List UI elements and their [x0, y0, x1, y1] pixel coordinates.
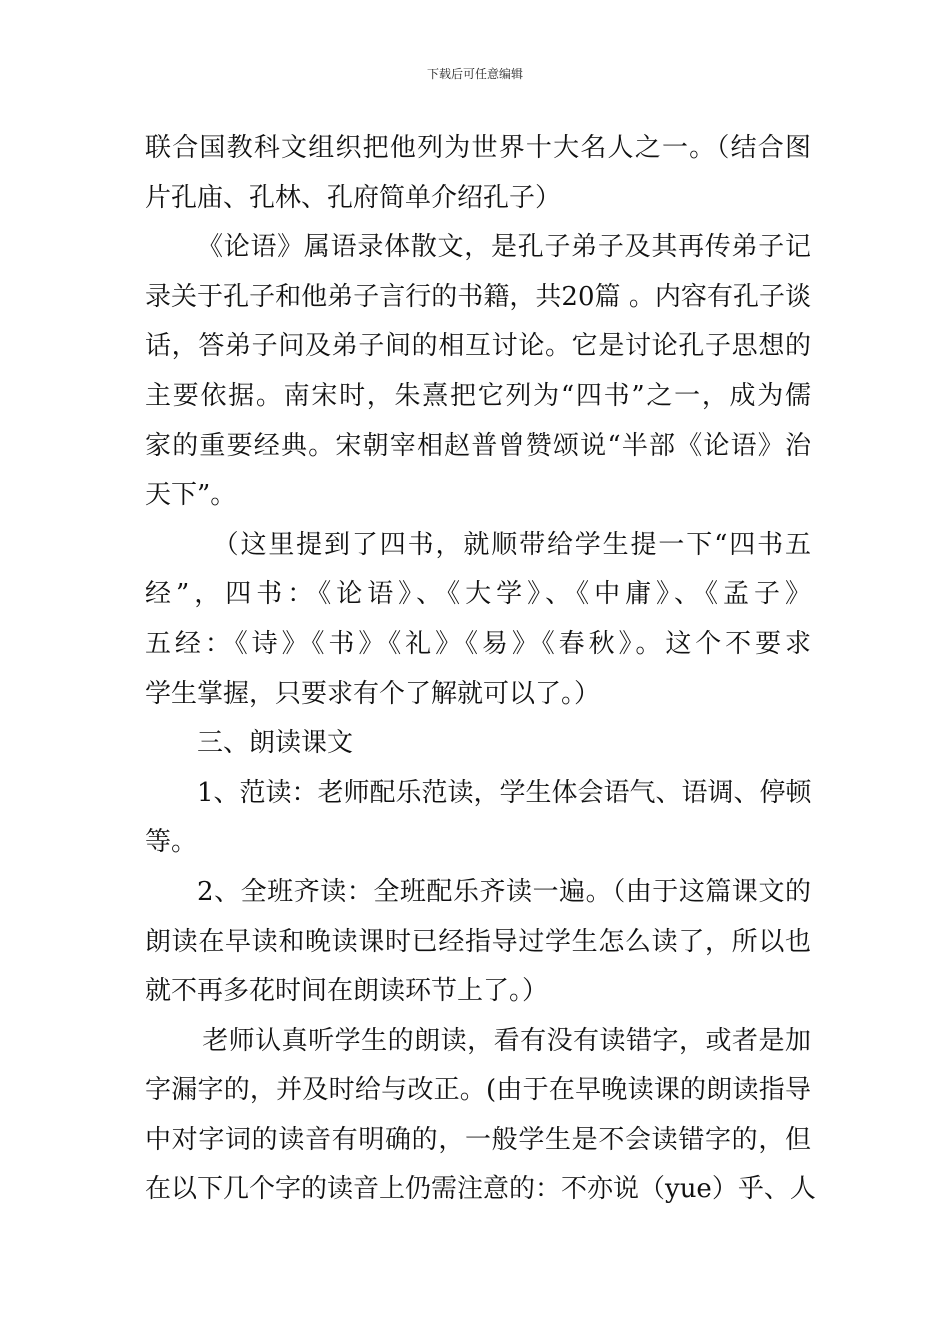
text-line: 朗读在早读和晚读课时已经指导过学生怎么读了，所以也 — [145, 926, 811, 957]
text-line: 主要依据。南宋时，朱熹把它列为“四书”之一，成为儒 — [145, 380, 811, 411]
text-line: 经”，四书：《论语》、《大学》、《中庸》、《孟子》 — [145, 579, 811, 610]
text-line: 等。 — [145, 827, 198, 858]
text-line: 天下”。 — [145, 480, 237, 511]
text-line: 话，答弟子问及弟子间的相互讨论。它是讨论孔子思想的 — [145, 331, 811, 362]
text-line: 2、全班齐读：全班配乐齐读一遍。（由于这篇课文的 — [197, 876, 811, 907]
text-line: 五经：《诗》《书》《礼》《易》《春秋》。这个不要求 — [145, 628, 811, 659]
page-header: 下载后可任意编辑 — [426, 67, 523, 81]
text-line: 就不再多花时间在朗读环节上了。） — [145, 976, 549, 1007]
document-body — [145, 124, 816, 1215]
text-line: 《论语》属语录体散文，是孔子弟子及其再传弟子记 — [197, 232, 811, 263]
text-line: 学生掌握，只要求有个了解就可以了。） — [145, 678, 601, 709]
text-line: 录关于孔子和他弟子言行的书籍，共20篇 。内容有孔子谈 — [145, 281, 811, 312]
text-line: 在以下几个字的读音上仍需注意的：不亦说（yue）乎、人 — [145, 1174, 816, 1205]
text-line: 联合国教科文组织把他列为世界十大名人之一。（结合图 — [145, 133, 811, 163]
text-line: 家的重要经典。宋朝宰相赵普曾赞颂说“半部《论语》治 — [145, 430, 811, 461]
text-line: 三、朗读课文 — [197, 728, 354, 759]
text-line: 字漏字的，并及时给与改正。(由于在早晚读课的朗读指导 — [145, 1075, 811, 1106]
text-line: （这里提到了四书，就顺带给学生提一下“四书五 — [212, 529, 811, 560]
text-line: 1、范读：老师配乐范读，学生体会语气、语调、停顿 — [197, 777, 812, 808]
text-line: 中对字词的读音有明确的，一般学生是不会读错字的，但 — [145, 1124, 811, 1155]
text-line: 片孔庙、孔林、孔府简单介绍孔子） — [145, 182, 562, 213]
text-line: 老师认真听学生的朗读，看有没有读错字，或者是加 — [202, 1025, 811, 1056]
